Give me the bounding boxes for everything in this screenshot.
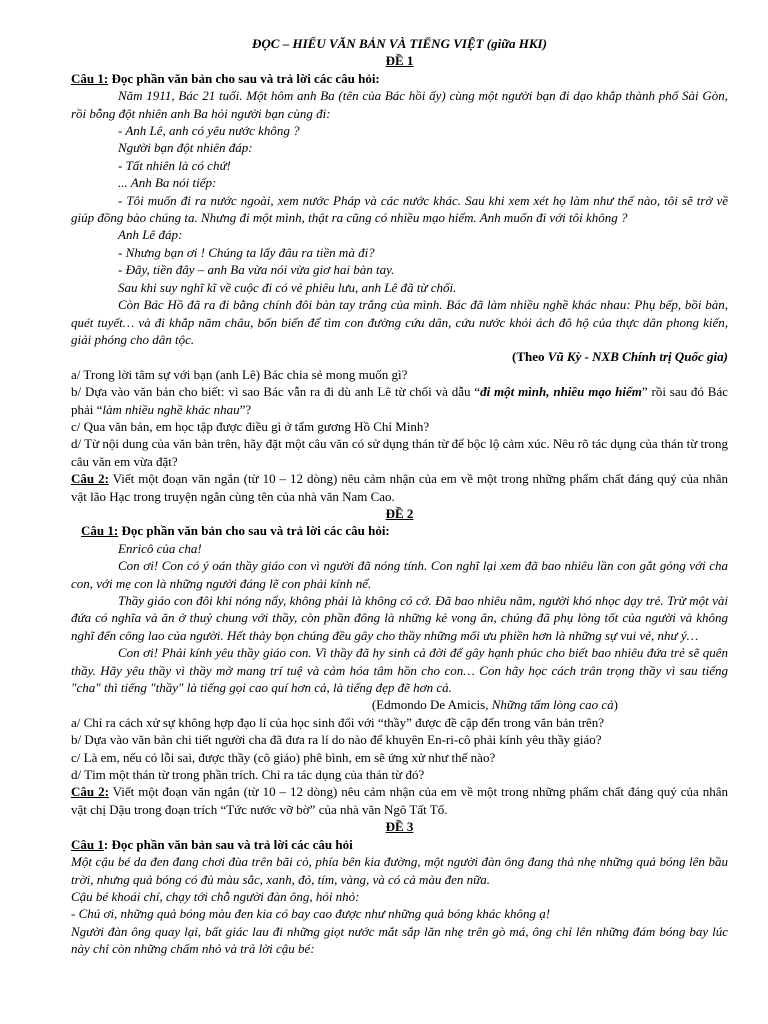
de1-qb-part2: ” rồi sau đó Bác phải “	[71, 384, 728, 417]
page-title: ĐỌC – HIỂU VĂN BẢN VÀ TIẾNG VIỆT (giữa HKI)	[252, 36, 547, 51]
de2-passage-p0: Enricô của cha!	[118, 540, 202, 556]
de1-passage-p5: - Tôi muốn đi ra nước ngoài, xem nước Pháp và các nước khác. Sau khi xem xét họ làm như thế nào, tôi sẽ trở về giúp đồng bào chúng ta. Nhưng đi một mình, thật ra cũng có nhiều mạo hiểm. Anh muốn đi với tôi không ?	[71, 192, 728, 226]
de1-cau1	[71, 70, 728, 87]
de3-cau1-label: Câu 1	[71, 836, 104, 852]
de3-passage-p3: Người đàn ông quay lại, bất giác lau đi những giọt nước mắt sắp lăn nhẹ trên gò má, ông chỉ lên những đám bóng bay lúc này chỉ còn những chấm nhỏ và trả lời cậu bé:	[71, 923, 728, 957]
de3-heading: ĐỀ 3	[385, 819, 414, 835]
de2-question-b: b/ Dựa vào văn bản chi tiết người cha đã đưa ra lí do nào để khuyên En-ri-cô phải kính yêu thầy giáo?	[71, 732, 602, 748]
de2-cau1-text: Đọc phần văn bản cho sau và trả lời các câu hỏi:	[118, 523, 390, 539]
de1-question-c: c/ Qua văn bản, em học tập được điều gì ở tấm gương Hồ Chí Minh?	[71, 418, 430, 434]
de2-question-c: c/ Là em, nếu có lỗi sai, được thầy (cô giáo) phê bình, em sẽ ứng xử như thế nào?	[71, 749, 496, 765]
de1-cau1-label: Câu 1:	[71, 70, 109, 86]
de2-source-close: )	[613, 697, 618, 713]
de1-passage-p3: - Tất nhiên là có chứ!	[118, 157, 231, 173]
de1-cau1-text: Đọc phần văn bản cho sau và trả lời các câu hỏi:	[108, 70, 380, 86]
de1-passage-p6: Anh Lê đáp:	[118, 227, 183, 243]
de1-question-d: d/ Từ nội dung của văn bản trên, hãy đặt một câu văn có sử dụng thán từ để bộc lộ cảm xúc. Nêu rõ tác dụng của thán từ trong câu văn em vừa đặt?	[71, 436, 728, 469]
de3-passage-p2: - Chú ơi, những quả bóng màu đen kia có bay cao được như những quả bóng khác không ạ!	[71, 906, 551, 922]
de1-passage-p8: - Đây, tiền đây – anh Ba vừa nói vừa giơ hai bàn tay.	[118, 262, 395, 278]
de3-passage-p0: Một cậu bé da đen đang chơi đùa trên bãi cỏ, phía bên kia đường, một người đàn ông đang thả nhẹ những quả bóng lên bầu trời, nhưng quả bóng có đủ màu sắc, xanh, đỏ, tím, vàng, và có cả màu đen nữa.	[71, 854, 728, 887]
de1-passage-p10: Còn Bác Hồ đã ra đi bằng chính đôi bàn tay trắng của mình. Bác đã làm nhiều nghề khác nhau: Phụ bếp, bồi bàn, quét tuyết… và đi khắp năm châu, bốn biển để tìm con đường cứu dân, cứu nước khỏi ách đô hộ của thực dân phong kiến, giải phóng cho dân tộc.	[71, 297, 728, 347]
de1-qb-part3: ”?	[239, 401, 252, 417]
de1-source-open: (Theo	[512, 349, 548, 365]
de2-passage-p1: Con ơi! Con có ý oán thầy giáo con vì người đã nóng tính. Con nghĩ lại xem đã bao nhiêu lần con gắt gỏng với cha con, với mẹ con là những người đáng lẽ con phải kính nể.	[71, 558, 728, 591]
de2-source-title: Những tấm lòng cao cả	[491, 697, 614, 713]
de1-question-b	[71, 383, 728, 418]
de2-cau2	[71, 783, 728, 818]
de1-passage-p1: - Anh Lê, anh có yêu nước không ?	[118, 123, 300, 139]
de2-question-d: d/ Tìm một thán từ trong phần trích. Chỉ ra tác dụng của thán từ đó?	[71, 767, 425, 783]
de1-passage-p2: Người bạn đột nhiên đáp:	[118, 140, 253, 156]
de2-cau2-label: Câu 2:	[71, 784, 109, 800]
de1-source-text: Vũ Kỳ - NXB Chính trị Quốc gia)	[547, 349, 728, 365]
de1-passage-p7: - Nhưng bạn ơi ! Chúng ta lấy đâu ra tiền mà đi?	[118, 244, 375, 260]
de2-heading: ĐỀ 2	[385, 505, 414, 521]
de1-passage-p0: Năm 1911, Bác 21 tuổi. Một hôm anh Ba (tên của Bác hồi ấy) cùng một người bạn đi dạo khắp thành phố Sài Gòn, rồi bỗng đột nhiên anh Ba hỏi người bạn cùng đi:	[71, 88, 728, 121]
de1-source	[71, 348, 728, 365]
de2-source	[71, 696, 728, 713]
de1-cau2-text: Viết một đoạn văn ngắn (từ 10 – 12 dòng) nêu cảm nhận của em về một trong những phẩm chất đáng quý của nhân vật lão Hạc trong truyện ngắn cùng tên của nhà văn Nam Cao.	[71, 471, 728, 504]
de2-passage-p3: Con ơi! Phải kính yêu thầy giáo con. Vì thầy đã hy sinh cả đời để gây hạnh phúc cho biết bao nhiêu đứa trẻ sẽ quên thầy. Hãy yêu thầy vì thầy mở mang trí tuệ và cảm hóa tâm hồn cho con… Con hãy học cách trân trọng thầy vì sau tiếng "cha" thì tiếng "thầy" là tiếng gọi cao quí hơn cả, là tiếng đẹp đẽ hơn cả.	[71, 645, 728, 696]
de2-question-a: a/ Chỉ ra cách xử sự không hợp đạo lí của học sinh đối với “thầy” được đề cập đến trong văn bản trên?	[71, 714, 605, 730]
de2-cau1	[71, 522, 728, 539]
de1-heading: ĐỀ 1	[385, 53, 414, 69]
de1-qb-part1: b/ Dựa vào văn bản cho biết: vì sao Bác vẫn ra đi dù anh Lê từ chối và dẫu “	[71, 384, 481, 400]
de1-qb-quote1: đi một mình, nhiều mạo hiểm	[480, 384, 642, 400]
de1-qb-quote2: làm nhiều nghề khác nhau	[102, 401, 240, 417]
de2-cau2-text: Viết một đoạn văn ngắn (từ 10 – 12 dòng) nêu cảm nhận của em về một trong những phẩm chất đáng quý của nhân vật chị Dậu trong đoạn trích “Tức nước vỡ bờ” của nhà văn Ngô Tất Tố.	[71, 784, 728, 817]
de1-cau2	[71, 470, 728, 505]
de1-question-a: a/ Trong lời tâm sự với bạn (anh Lê) Bác chia sẻ mong muốn gì?	[71, 366, 408, 382]
de3-passage-p1: Cậu bé khoái chí, chạy tới chỗ người đàn ông, hỏi nhỏ:	[71, 888, 360, 904]
de1-passage-p9: Sau khi suy nghĩ kĩ về cuộc đi có vẻ phiêu lưu, anh Lê đã từ chối.	[118, 279, 457, 295]
de2-source-open: (Edmondo De Amicis,	[371, 697, 492, 713]
de1-cau2-label: Câu 2:	[71, 471, 109, 487]
de2-passage-p2: Thầy giáo con đôi khi nóng nẩy, không phải là không có cớ. Đã bao nhiêu năm, người khó nhọc dạy trẻ. Trừ một vài đứa có nghĩa và ăn ở thuỷ chung với thầy, còn phần đông là những kẻ vong ân, chúng đã phụ lòng tốt của người và không nghĩ đến công lao của người. Hết thảy bọn chúng đều gây cho thầy những mối ưu phiền hơn là những sự vui vẻ, như ý…	[71, 593, 728, 643]
de2-cau1-label: Câu 1:	[81, 523, 119, 539]
document-page	[71, 35, 728, 958]
de1-passage-p4: ... Anh Ba nói tiếp:	[118, 175, 217, 191]
de3-cau1-text: : Đọc phần văn bản sau và trả lời các câu hỏi	[103, 836, 353, 852]
de3-cau1	[71, 836, 728, 853]
